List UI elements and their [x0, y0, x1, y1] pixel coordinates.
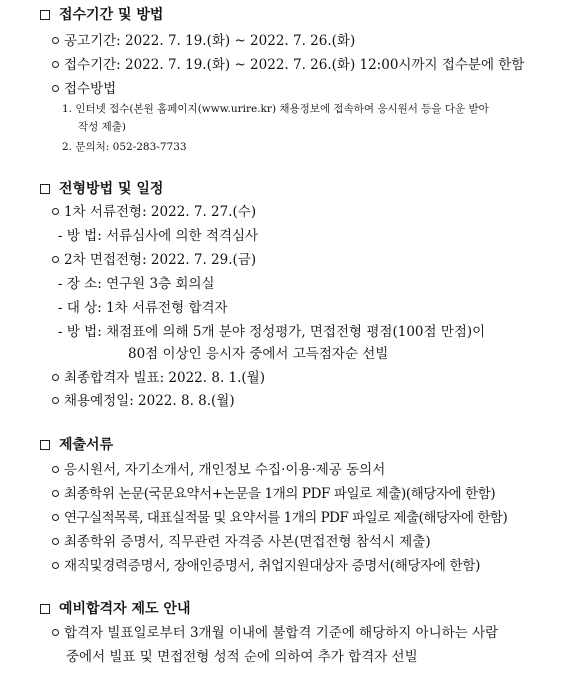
- section-title-reserve: 예비합격자 제도 안내: [40, 601, 190, 618]
- circle-bullet-icon: [52, 208, 59, 215]
- checkbox-square-icon: [40, 184, 50, 194]
- stage2-target: - 대 상: 1차 서류전형 합격자: [58, 300, 228, 316]
- notice-period: 공고기간: 2022. 7. 19.(화) ~ 2022. 7. 26.(화): [52, 33, 355, 49]
- receipt-method-1: 1. 인터넷 접수(본원 홈페이지(www.urire.kr) 채용정보에 접속하여 응시원서 등을 다운 받아: [62, 103, 489, 115]
- circle-bullet-icon: [52, 490, 59, 497]
- circle-bullet-icon: [52, 466, 59, 473]
- hire-date: 채용예정일: 2022. 8. 8.(월): [52, 393, 235, 409]
- checkbox-square-icon: [40, 440, 50, 450]
- stage1-schedule: 1차 서류전형: 2022. 7. 27.(수): [52, 204, 256, 220]
- document-item: 연구실적목록, 대표실적물 및 요약서를 1개의 PDF 파일로 제출(해당자에 한함): [52, 510, 507, 526]
- checkbox-square-icon: [40, 604, 50, 614]
- section-title-documents: 제출서류: [40, 437, 113, 454]
- circle-bullet-icon: [52, 85, 59, 92]
- section-title-selection: 전형방법 및 일정: [40, 181, 163, 198]
- reserve-description-continued: 중에서 빌표 및 면접전형 성적 순에 의하여 추가 합격자 선빌: [66, 649, 418, 665]
- final-announcement: 최종합격자 빌표: 2022. 8. 1.(월): [52, 370, 265, 386]
- document-item: 재직및경력증명서, 장애인증명서, 취업지원대상자 증명서(해당자에 한함): [52, 558, 480, 574]
- document-item: 응시원서, 자기소개서, 개인정보 수집·이용·제공 동의서: [52, 462, 385, 478]
- circle-bullet-icon: [52, 37, 59, 44]
- document-item: 최종학위 증명서, 직무관련 자격증 사본(면접전형 참석시 제출): [52, 534, 431, 550]
- checkbox-square-icon: [40, 10, 50, 20]
- receipt-period: 접수기간: 2022. 7. 19.(화) ~ 2022. 7. 26.(화) 12:00시까지 접수분에 한함: [52, 57, 524, 73]
- circle-bullet-icon: [52, 629, 59, 636]
- stage2-schedule: 2차 면접전형: 2022. 7. 29.(금): [52, 252, 256, 268]
- stage2-method-continued: 80점 이상인 응시자 중에서 고득점자순 선빌: [128, 346, 389, 362]
- document-item: 최종학위 논문(국문요약서+논문을 1개의 PDF 파일로 제출)(해당자에 한함): [52, 486, 495, 502]
- receipt-method-1-continued: 작성 제출): [78, 121, 127, 133]
- stage2-place: - 장 소: 연구원 3층 회의실: [58, 276, 215, 292]
- reserve-description: 합격자 빌표일로부터 3개월 이내에 불합격 기준에 해당하지 아니하는 사람: [52, 625, 498, 641]
- receipt-method-label: 접수방법: [52, 81, 116, 97]
- circle-bullet-icon: [52, 538, 59, 545]
- receipt-method-2: 2. 문의처: 052-283-7733: [62, 141, 187, 153]
- circle-bullet-icon: [52, 374, 59, 381]
- circle-bullet-icon: [52, 397, 59, 404]
- stage1-method: - 방 법: 서류심사에 의한 적격심사: [58, 228, 259, 244]
- section-title-schedule: 접수기간 및 방법: [40, 7, 163, 24]
- stage2-method: - 방 법: 채점표에 의해 5개 분야 정성평가, 면접전형 평점(100점 만점)이: [58, 324, 486, 340]
- circle-bullet-icon: [52, 514, 59, 521]
- circle-bullet-icon: [52, 562, 59, 569]
- circle-bullet-icon: [52, 61, 59, 68]
- circle-bullet-icon: [52, 256, 59, 263]
